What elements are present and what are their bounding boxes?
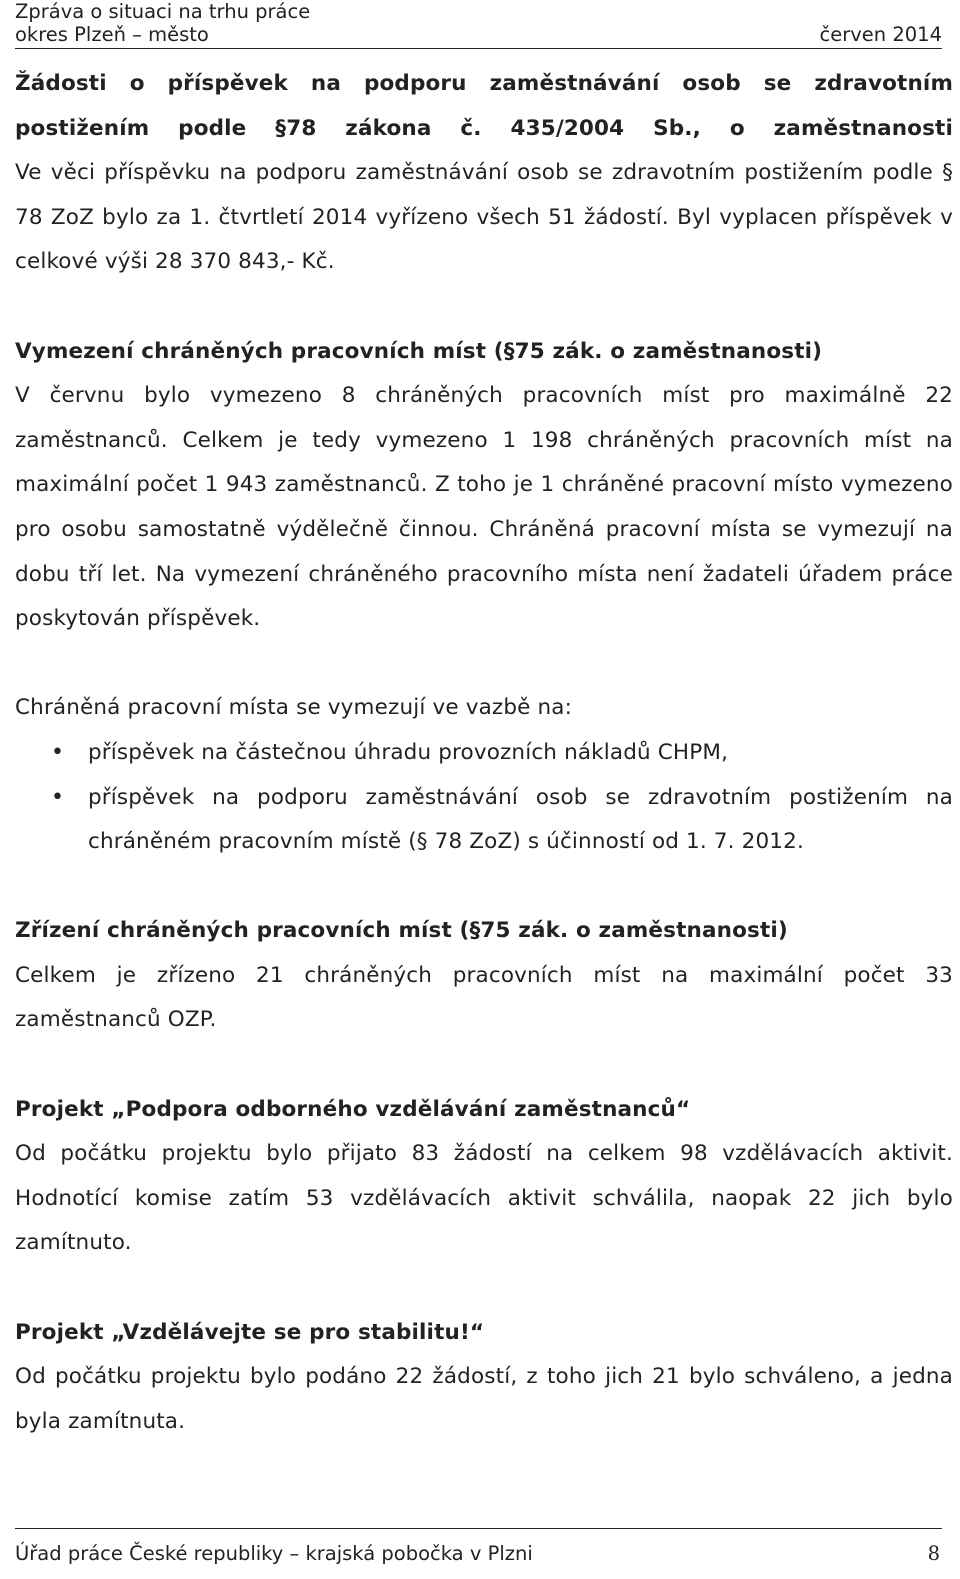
bullet-icon: • — [51, 784, 65, 810]
list-item — [15, 731, 953, 776]
header-date: červen 2014 — [819, 23, 942, 46]
section-paragraph: Ve věci příspěvku na podporu zaměstnávání osob se zdravotním postižením podle § 78 ZoZ bylo za 1. čtvrtletí 2014 vyřízeno všech 51 žádostí. Byl vyplacen příspěvek v celkové výši 28 370 843,- Kč. — [15, 160, 953, 275]
heading-part: 78 zákona č. 435/2004 Sb. — [286, 115, 693, 141]
section-project-education — [15, 1088, 953, 1266]
section-heading — [15, 62, 953, 151]
footer-text: Úřad práce České republiky – krajská pobočka v Plzni — [15, 1542, 533, 1565]
header-title: Zpráva o situaci na trhu práce — [15, 0, 311, 23]
section-heading: Zřízení chráněných pracovních míst (§75 zák. o zaměstnanosti) — [15, 918, 788, 944]
section-paragraph: Od počátku projektu bylo podáno 22 žádostí, z toho jich 21 bylo schváleno, a jedna byla zamítnuta. — [15, 1364, 953, 1434]
section-paragraph: V červnu bylo vymezeno 8 chráněných pracovních míst pro maximálně 22 zaměstnanců. Celkem je tedy vymezeno 1 198 chráněných pracovních míst na maximální počet 1 943 zaměstnanců. Z toho je 1 chráněné pracovní místo vymezeno pro osobu samostatně výdělečně činnou. Chráněná pracovní místa se vymezují na dobu tří let. Na vymezení chráněného pracovního místa není žadateli úřadem práce poskytován příspěvek. — [15, 383, 953, 632]
section-heading: Projekt „Podpora odborného vzdělávání zaměstnanců“ — [15, 1096, 691, 1122]
section-project-stability — [15, 1311, 953, 1445]
section-heading: Vymezení chráněných pracovních míst (§75 zák. o zaměstnanosti) — [15, 338, 823, 364]
section-heading: Projekt „Vzdělávejte se pro stabilitu!“ — [15, 1319, 485, 1345]
list-item-text: příspěvek na podporu zaměstnávání osob se zdravotním postižením na chráněném pracovním místě (§ 78 ZoZ) s účinností od 1. 7. 2012. — [88, 784, 953, 855]
page-header — [15, 0, 942, 49]
page-number: 8 — [927, 1542, 940, 1565]
heading-part: , o zaměstnanosti — [692, 115, 953, 141]
section-disability-contribution — [15, 62, 953, 285]
heading-part: Žádosti o příspěvek na podporu zaměstnávání osob se zdravotním postižením podle — [15, 71, 953, 141]
section-paragraph: Od počátku projektu bylo přijato 83 žádostí na celkem 98 vzdělávacích aktivit. Hodnotící komise zatím 53 vzdělávacích aktivit schválila, naopak 22 jich bylo zamítnuto. — [15, 1141, 953, 1256]
document-body — [15, 62, 953, 1444]
section-established-protected-places — [15, 909, 953, 1043]
bullet-icon: • — [51, 739, 65, 765]
page-footer — [15, 1528, 942, 1579]
bullet-list — [15, 731, 953, 865]
section-paragraph: Celkem je zřízeno 21 chráněných pracovních míst na maximální počet 33 zaměstnanců OZP. — [15, 962, 953, 1033]
section-sign: § — [275, 115, 287, 141]
section-protected-places-basis — [15, 686, 953, 864]
list-item-text: příspěvek na částečnou úhradu provozních nákladů CHPM, — [88, 739, 729, 765]
section-defined-protected-places — [15, 330, 953, 642]
header-subtitle: okres Plzeň – město — [15, 23, 209, 46]
section-intro: Chráněná pracovní místa se vymezují ve vazbě na: — [15, 695, 572, 721]
list-item — [15, 776, 953, 865]
